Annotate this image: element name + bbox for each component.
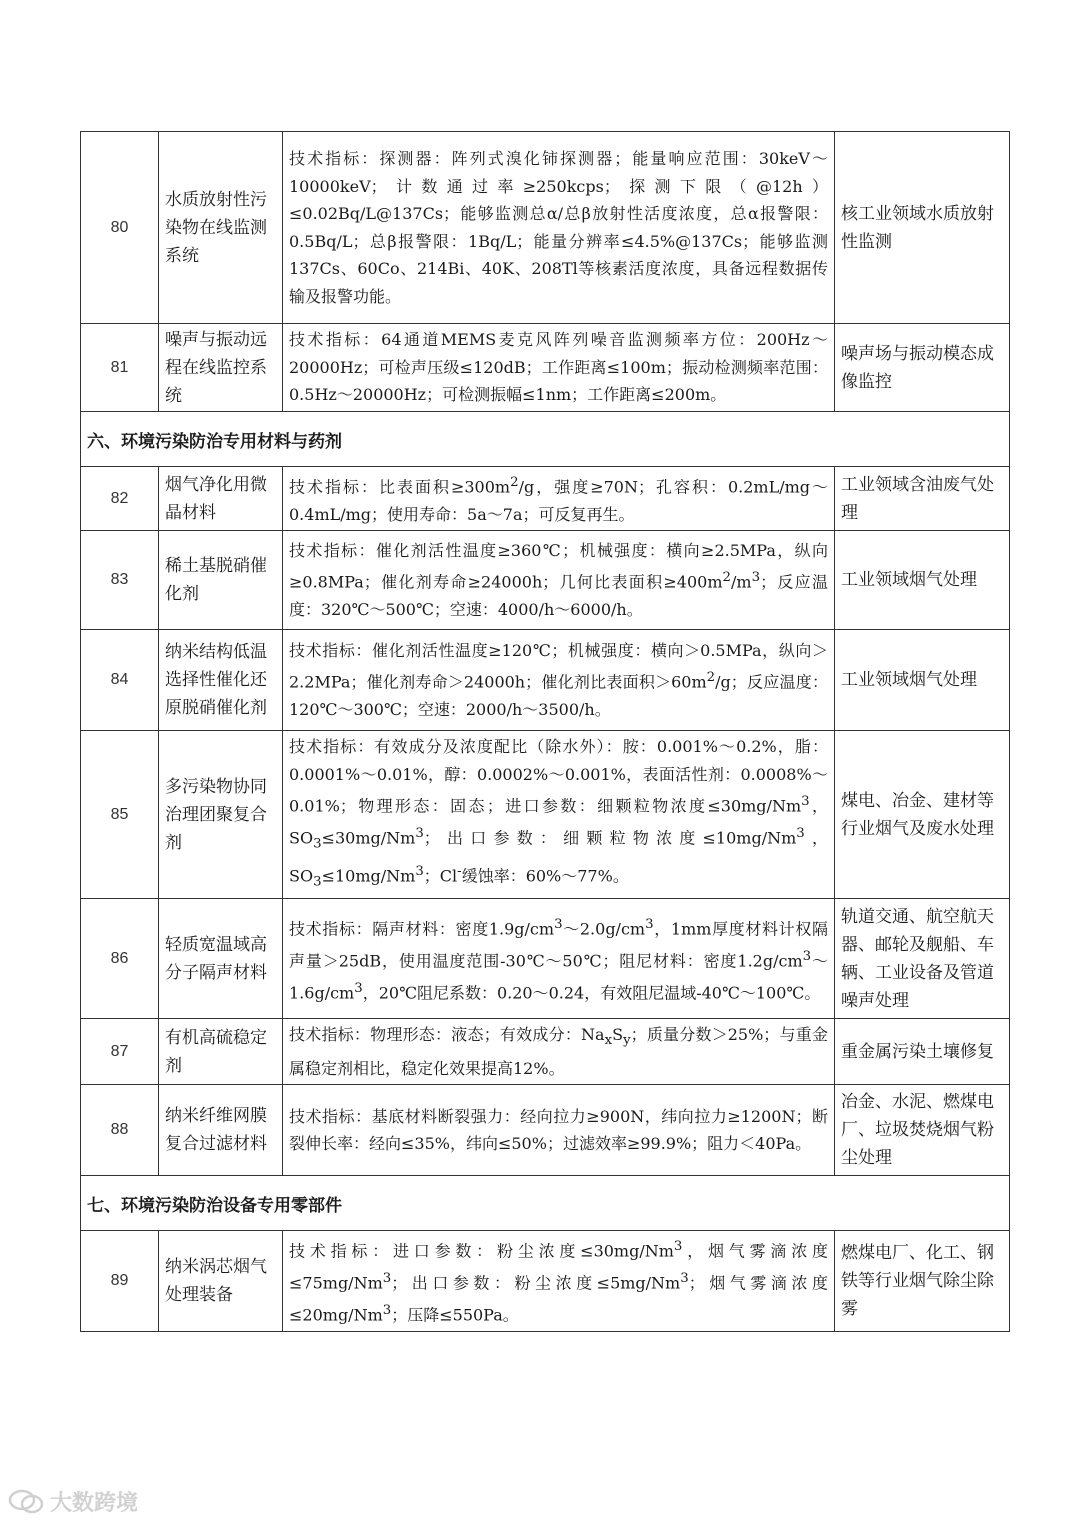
table-row xyxy=(81,731,1010,899)
table-row xyxy=(81,531,1010,630)
section-header-row xyxy=(81,412,1010,467)
table-row xyxy=(81,324,1010,412)
product-name: 轻质宽温域高分子隔声材料 xyxy=(159,899,283,1019)
tech-spec: 技术指标：进口参数：粉尘浓度$\le 30mg/Nm^3$，烟气雾滴浓度$\le 75mg/Nm^3$；出口参数：粉尘浓度$\le 5mg/Nm^3$；烟气雾滴浓度$\le 20mg/Nm^3$；压降≤550Pa。 xyxy=(283,1231,835,1331)
watermark xyxy=(8,1486,138,1517)
application-field: 噪声场与振动模态成像监控 xyxy=(835,324,1010,412)
tech-spec: 技术指标：有效成分及浓度配比（除水外）：胺：0.001%～0.2%，脂：0.0001%～0.01%，醇：0.0002%～0.001%，表面活性剂：0.0008%～0.01%；物理形态：固态；进口参数：细颗粒物浓度$\le 30mg/Nm^3$，$SO_3\le 30mg/Nm^3$；出口参数：细颗粒物浓度$\le 10mg/Nm^3$，$SO_3\le 10mg/Nm^3$；Cl-缓蚀率：60%～77%。 xyxy=(283,731,835,899)
product-name: 多污染物协同治理团聚复合剂 xyxy=(159,731,283,899)
product-name: 烟气净化用微晶材料 xyxy=(159,467,283,531)
product-name: 水质放射性污染物在线监测系统 xyxy=(159,132,283,324)
application-field: 工业领域烟气处理 xyxy=(835,630,1010,731)
application-field: 煤电、冶金、建材等行业烟气及废水处理 xyxy=(835,731,1010,899)
tech-spec: 技术指标：隔声材料：密度$1.9g/cm^3\sim 2.0g/cm^3$，1mm厚度材料计权隔声量＞25dB，使用温度范围-30℃～50℃；阻尼材料：密度$1.2g/cm^3\sim 1.6g/cm^3$，20℃阻尼系数：0.20～0.24，有效阻尼温域-40℃～100℃。 xyxy=(283,899,835,1019)
table-row xyxy=(81,1019,1010,1085)
section-header-row xyxy=(81,1176,1010,1231)
spec-table-container xyxy=(80,131,1009,1332)
product-name: 噪声与振动远程在线监控系统 xyxy=(159,324,283,412)
table-row xyxy=(81,1085,1010,1176)
tech-spec: 技术指标：基底材料断裂强力：经向拉力≥900N，纬向拉力≥1200N；断裂伸长率：经向≤35%，纬向≤50%；过滤效率≥99.9%；阻力＜40Pa。 xyxy=(283,1085,835,1176)
row-number: 89 xyxy=(81,1231,159,1331)
row-number: 88 xyxy=(81,1085,159,1176)
tech-spec: 技术指标：探测器：阵列式溴化铈探测器；能量响应范围：30keV～10000keV；计数通过率≥250kcps；探测下限（@12h）≤0.02Bq/L@137Cs；能够监测总α/总β放射性活度浓度，总α报警限：0.5Bq/L；总β报警限：1Bq/L；能量分辨率≤4.5%@137Cs；能够监测137Cs、60Co、214Bi、40K、208Tl等核素活度浓度，具备远程数据传输及报警功能。 xyxy=(283,132,835,324)
product-name: 纳米结构低温选择性催化还原脱硝催化剂 xyxy=(159,630,283,731)
application-field: 重金属污染土壤修复 xyxy=(835,1019,1010,1085)
row-number: 86 xyxy=(81,899,159,1019)
table-row xyxy=(81,1231,1010,1331)
wechat-bubble-icon xyxy=(8,1489,44,1515)
tech-spec: 技术指标：64通道MEMS麦克风阵列噪音监测频率方位：200Hz～20000Hz；可检声压级≤120dB；工作距离≤100m；振动检测频率范围：0.5Hz～20000Hz；可检测振幅≤1nm；工作距离≤200m。 xyxy=(283,324,835,412)
product-name: 稀土基脱硝催化剂 xyxy=(159,531,283,630)
table-row xyxy=(81,899,1010,1019)
row-number: 83 xyxy=(81,531,159,630)
row-number: 81 xyxy=(81,324,159,412)
application-field: 核工业领域水质放射性监测 xyxy=(835,132,1010,324)
table-row xyxy=(81,467,1010,531)
row-number: 84 xyxy=(81,630,159,731)
row-number: 87 xyxy=(81,1019,159,1085)
product-name: 有机高硫稳定剂 xyxy=(159,1019,283,1085)
tech-spec: 技术指标：催化剂活性温度≥120℃；机械强度：横向＞0.5MPa，纵向＞2.2MPa；催化剂寿命＞24000h；催化剂比表面积$>60m^2/g$；反应温度：120℃～300℃；空速：2000/h～3500/h。 xyxy=(283,630,835,731)
spec-table xyxy=(80,131,1010,1332)
product-name: 纳米纤维网膜复合过滤材料 xyxy=(159,1085,283,1176)
application-field: 工业领域含油废气处理 xyxy=(835,467,1010,531)
application-field: 轨道交通、航空航天器、邮轮及舰船、车辆、工业设备及管道噪声处理 xyxy=(835,899,1010,1019)
application-field: 工业领域烟气处理 xyxy=(835,531,1010,630)
watermark-text: 大数跨境 xyxy=(50,1491,139,1516)
application-field: 冶金、水泥、燃煤电厂、垃圾焚烧烟气粉尘处理 xyxy=(835,1085,1010,1176)
row-number: 85 xyxy=(81,731,159,899)
table-row xyxy=(81,630,1010,731)
application-field: 燃煤电厂、化工、钢铁等行业烟气除尘除雾 xyxy=(835,1231,1010,1331)
table-row xyxy=(81,132,1010,324)
row-number: 82 xyxy=(81,467,159,531)
product-name: 纳米涡芯烟气处理装备 xyxy=(159,1231,283,1331)
section-title: 七、环境污染防治设备专用零部件 xyxy=(81,1176,1010,1231)
tech-spec: 技术指标：催化剂活性温度≥360℃；机械强度：横向≥2.5MPa，纵向≥0.8MPa；催化剂寿命≥24000h；几何比表面积$\ge 400m^2/m^3$；反应温度：320℃～500℃；空速：4000/h～6000/h。 xyxy=(283,531,835,630)
row-number: 80 xyxy=(81,132,159,324)
section-title: 六、环境污染防治专用材料与药剂 xyxy=(81,412,1010,467)
tech-spec: 技术指标：比表面积$\ge 300m^2/g$，强度≥70N；孔容积：0.2mL/mg～0.4mL/mg；使用寿命：5a～7a；可反复再生。 xyxy=(283,467,835,531)
tech-spec: 技术指标：物理形态：液态；有效成分：$Na_xS_y$；质量分数＞25%；与重金属稳定剂相比，稳定化效果提高12%。 xyxy=(283,1019,835,1085)
